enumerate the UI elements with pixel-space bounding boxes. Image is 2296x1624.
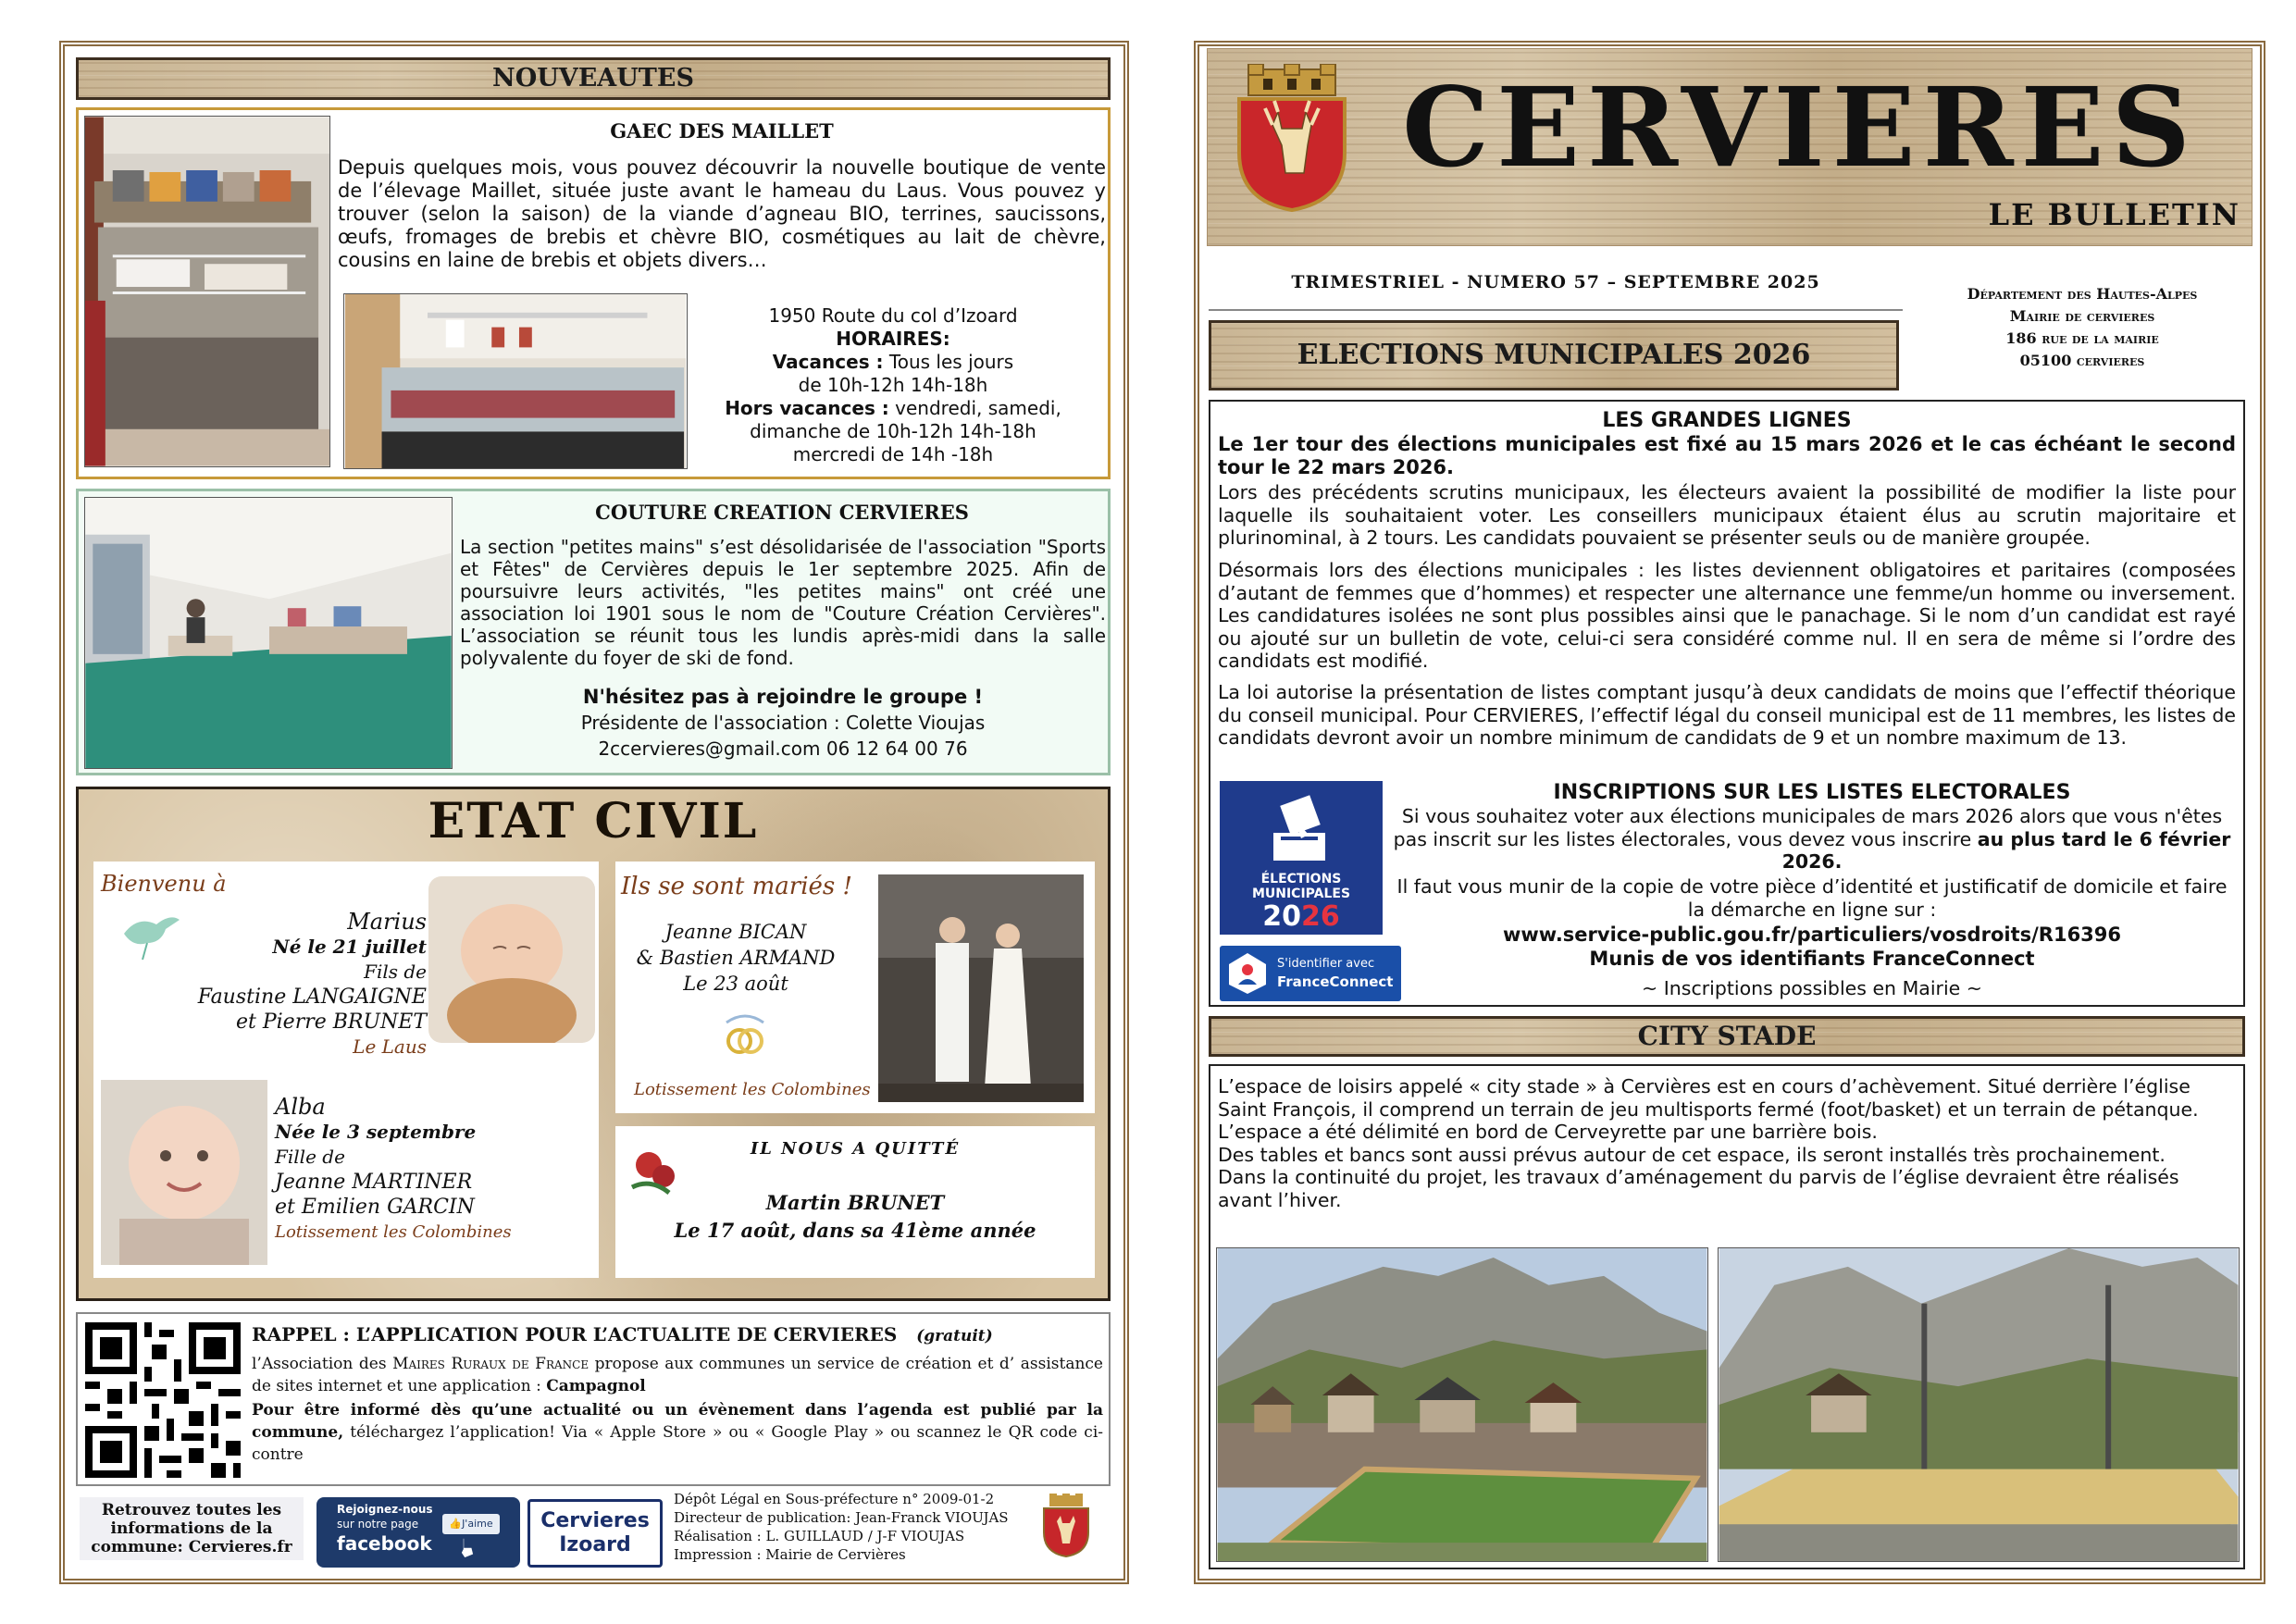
franceconnect-line2: FranceConnect xyxy=(1277,973,1394,990)
couture-room-photo xyxy=(84,497,453,769)
alba-line1: Née le 3 septembre xyxy=(275,1121,477,1143)
city-stade-text xyxy=(1218,1075,2227,1211)
wedding-couple-photo xyxy=(878,874,1084,1102)
inscriptions-p1-text: Si vous souhaitez voter aux élections municipales de mars 2026 alors que vous n'êtes pas inscrit sur les listes électorales, vous devez vous inscrire xyxy=(1393,805,2223,850)
marius-line3: Faustine LANGAIGNE xyxy=(197,986,427,1009)
fb-like-label: J'aime xyxy=(462,1518,493,1530)
maries-line1: Jeanne BICAN xyxy=(664,921,807,943)
rappel-title: RAPPEL : L’APPLICATION POUR L’ACTUALITE DE CERVIERES xyxy=(252,1323,898,1345)
address-line1: Département des Hautes-Alpes xyxy=(1967,285,2198,303)
city-stade-box xyxy=(1209,1064,2245,1569)
gaec-vacances-text: Tous les jours xyxy=(883,351,1014,373)
couture-contact: 2ccervieres@gmail.com 06 12 64 00 76 xyxy=(598,738,968,760)
marius-line4: et Pierre BRUNET xyxy=(235,1010,427,1034)
marius-line1: Né le 21 juillet xyxy=(272,936,427,958)
elections-banner-title: ELECTIONS MUNICIPALES 2026 xyxy=(1297,339,1811,371)
elections-logo-year-a: 20 xyxy=(1262,900,1301,933)
naissances-card xyxy=(93,862,599,1278)
rappel-title-line xyxy=(252,1323,1103,1345)
gaec-vacances-label: Vacances : xyxy=(772,351,884,373)
rappel-amrf: Maires Ruraux de France xyxy=(392,1355,590,1373)
issue-underline xyxy=(1209,309,1903,311)
qr-code-icon xyxy=(85,1321,241,1479)
city-stade-banner xyxy=(1209,1016,2245,1057)
elections-banner xyxy=(1209,320,1899,391)
elections-logo-year xyxy=(1220,901,1383,933)
rappel-line2a: Pour être informé dès qu’une actualité ou un évènement dans l’agenda est publié par la commune, xyxy=(252,1401,1103,1442)
mariage-card xyxy=(615,862,1095,1113)
quitte-title: IL NOUS A QUITTÉ xyxy=(750,1139,961,1159)
gaec-vacances-hours: de 10h-12h 14h-18h xyxy=(798,374,988,396)
franceconnect-icon xyxy=(1225,951,1270,996)
gaec-address: 1950 Route du col d’Izoard xyxy=(768,304,1018,327)
gaec-hors-label: Hors vacances : xyxy=(725,397,889,419)
quitte-name: Martin BRUNET xyxy=(765,1191,945,1214)
gaec-text: Depuis quelques mois, vous pouvez découvrir la nouvelle boutique de vente de l’élevage Maillet, située juste avant le hameau du Laus. Vous pouvez y trouver (selon la saison) de la viande d’agneau BIO, terrines, saucissons, œufs, fromages de brebis et chèvre BIO, cosmétiques au lait de chèvre, cousins en laine de brebis et objets divers… xyxy=(338,156,1106,271)
gaec-hours-block xyxy=(689,304,1097,466)
thumbs-up-icon: 👍 xyxy=(449,1518,463,1530)
address-line2: Mairie de cervieres xyxy=(2009,307,2155,325)
rappel-gratuit: (gratuit) xyxy=(916,1327,993,1345)
nouveautes-banner xyxy=(76,57,1111,100)
alba-line4: et Emilien GARCIN xyxy=(275,1196,475,1219)
couture-cta: N'hésitez pas à rejoindre le groupe ! xyxy=(582,686,984,708)
maries-line3: Le 23 août xyxy=(683,973,788,995)
gaec-title: GAEC DES MAILLET xyxy=(610,119,834,143)
elections-p2: Désormais lors des élections municipales : les listes deviennent obligatoires et paritaires (composées d’autant de femmes que d’hommes) et respecter une alternance une femme/un homme ou inversement. Les candidatures isolées ne sont plus possibles ainsi que le panachage. Si le nom d’un candidat est rayé ou ajouté sur un bulletin de vote, celui-ci sera considéré comme nul. Il en sera de même si l’ordre des candidats est modifié. xyxy=(1218,559,2236,672)
gaec-hors-line2: dimanche de 10h-12h 14h-18h xyxy=(750,420,1036,442)
gaec-horaires-label: HORAIRES: xyxy=(836,328,950,350)
quitte-date: Le 17 août, dans sa 41ème année xyxy=(674,1219,1036,1242)
couture-text: La section "petites mains" s’est désolidarisée de l'association "Sports et Fêtes" de Cervières depuis le 1er septembre 2025. Afin de poursuivre leurs activités, "les petites mains" ont créé une association loi 1901 sous le nom de "Couture Création Cervières". L’association se réunit tous les lundis après-midi dans la salle polyvalente du foyer de ski de fond. xyxy=(460,536,1106,669)
fb-like-badge xyxy=(442,1514,500,1534)
alba-line2: Fille de xyxy=(275,1146,345,1168)
masthead xyxy=(1207,48,2253,246)
elections-p3: La loi autorise la présentation de listes comptant jusqu’à deux candidats de moins que l’effectif théorique du conseil municipal. Pour CERVIERES, l’effectif légal du conseil municipal est de 11 membres, les listes de candidats devront avoir un nombre minimum de candidats de 9 et un nombre maximum de 13. xyxy=(1218,681,2236,749)
directeur-publication: Directeur de publication: Jean-Franck VIOUJAS xyxy=(674,1509,1009,1526)
alba-name: Alba xyxy=(275,1094,326,1120)
fb-line1: Rejoignez-nous xyxy=(337,1503,433,1516)
gaec-counter-photo xyxy=(343,293,688,469)
alba-place: Lotissement les Colombines xyxy=(275,1222,512,1242)
elections-logo-text xyxy=(1220,872,1383,933)
izoard-line2: Izoard xyxy=(559,1533,631,1556)
inscriptions-url-link[interactable]: www.service-public.gou.fr/particuliers/vosdroits/R16396 xyxy=(1502,924,2122,946)
masthead-title: CERVIERES xyxy=(1402,63,2198,192)
maries-line2: & Bastien ARMAND xyxy=(636,947,836,969)
inscriptions-p2: Il faut vous munir de la copie de votre pièce d’identité et justificatif de domicile et faire la démarche en ligne sur : xyxy=(1396,875,2228,921)
rappel-text1 xyxy=(252,1353,1103,1397)
city-stade-photo-2 xyxy=(1718,1247,2240,1562)
cursor-hand-icon xyxy=(455,1536,479,1560)
city-stade-p4: Dans la continuité du projet, les travaux d’aménagement du parvis de l’église devraient être réalisés avant l’hiver. xyxy=(1218,1166,2179,1211)
etat-civil-title: ETAT CIVIL xyxy=(428,793,759,849)
gaec-hors-text: vendredi, samedi, xyxy=(888,397,1061,419)
gaec-shop-photo xyxy=(84,116,330,467)
rappel-campagnol: Campagnol xyxy=(546,1377,646,1395)
wedding-rings-icon xyxy=(717,1010,773,1065)
city-stade-title: CITY STADE xyxy=(1637,1021,1817,1051)
address-block xyxy=(1916,283,2249,372)
alba-block xyxy=(275,1095,599,1245)
inscriptions-mairie: ~ Inscriptions possibles en Mairie ~ xyxy=(1642,977,1982,999)
realisation: Réalisation : L. GUILLAUD / J-F VIOUJAS xyxy=(674,1528,965,1544)
franceconnect-button[interactable] xyxy=(1220,946,1401,1001)
rappel-text2 xyxy=(252,1399,1103,1466)
gaec-vacances-line xyxy=(689,351,1097,374)
alba-baby-photo xyxy=(101,1080,267,1265)
marius-line2: Fils de xyxy=(364,961,427,983)
maries-title: Ils se sont mariés ! xyxy=(621,873,852,900)
cervieres-izoard-logo[interactable] xyxy=(527,1499,663,1568)
nouveautes-title: NOUVEAUTES xyxy=(492,64,694,93)
retrouvez-text: Retrouvez toutes les informations de la commune: Cervieres.fr xyxy=(80,1497,304,1560)
couture-presidente: Présidente de l'association : Colette Vioujas xyxy=(580,712,986,734)
city-stade-photo-1 xyxy=(1216,1247,1708,1562)
couture-title: COUTURE CREATION CERVIERES xyxy=(595,501,969,524)
franceconnect-line1: S'identifier avec xyxy=(1277,957,1375,971)
issue-line: TRIMESTRIEL - NUMERO 57 – SEPTEMBRE 2025 xyxy=(1291,272,1820,292)
elections-subtitle: LES GRANDES LIGNES xyxy=(1602,409,1852,432)
address-line3: 186 rue de la mairie xyxy=(2005,329,2159,347)
masthead-subtitle: LE BULLETIN xyxy=(1988,197,2240,232)
address-line4: 05100 cervieres xyxy=(2019,352,2145,369)
coat-of-arms-icon xyxy=(1232,64,1352,212)
city-stade-p2: L’espace a été délimité en bord de Cerveyrette par une barrière bois. xyxy=(1218,1121,1878,1143)
maries-block xyxy=(625,919,847,997)
inscriptions-franceconnect: Munis de vos identifiants FranceConnect xyxy=(1589,948,2035,970)
marius-place: Le Laus xyxy=(353,1035,427,1058)
izoard-line1: Cervieres xyxy=(540,1509,650,1532)
gaec-hors-line3: mercredi de 14h -18h xyxy=(792,443,994,465)
inscriptions-title: INSCRIPTIONS SUR LES LISTES ELECTORALES xyxy=(1553,781,2071,804)
gaec-hors-line xyxy=(689,397,1097,420)
alba-line3: Jeanne MARTINER xyxy=(275,1171,473,1194)
elections-logo-year-b: 26 xyxy=(1301,900,1340,933)
couture-box xyxy=(76,489,1111,775)
marius-name: Marius xyxy=(347,909,427,935)
elections-lead: Le 1er tour des élections municipales est fixé au 15 mars 2026 et le cas échéant le second tour le 22 mars 2026. xyxy=(1218,433,2236,478)
bienvenu-label: Bienvenu à xyxy=(101,871,227,897)
inscriptions-deadline: au plus tard le 6 février 2026. xyxy=(1781,827,2231,873)
fb-line2: sur notre page xyxy=(337,1518,419,1531)
impression: Impression : Mairie de Cervières xyxy=(674,1546,906,1563)
publication-info xyxy=(674,1490,1025,1564)
fb-line3: facebook xyxy=(337,1532,432,1555)
gaec-box xyxy=(76,107,1111,479)
depot-legal: Dépôt Légal en Sous-préfecture n° 2009-01-2 xyxy=(674,1491,995,1507)
deces-card xyxy=(615,1126,1095,1278)
etat-civil-box xyxy=(76,787,1111,1301)
rappel-line1a: l’Association des xyxy=(252,1355,393,1373)
rappel-box xyxy=(76,1312,1111,1486)
city-stade-p1: L’espace de loisirs appelé « city stade » à Cervières est en cours d’achèvement. Situé derrière l’église Saint François, il comprend un terrain de jeu multisports fermé (foot/basket) et un terrain de pétanque. xyxy=(1218,1075,2199,1121)
elections-logo-line1: ÉLECTIONS xyxy=(1260,872,1342,886)
inscriptions-p1 xyxy=(1386,805,2238,874)
rappel-line1c: propose aux communes un service de création et d’ assistance de sites internet et une application : xyxy=(252,1355,1103,1395)
elections-box xyxy=(1209,400,2245,1007)
coat-of-arms-small-icon xyxy=(1040,1494,1092,1558)
maries-place: Lotissement les Colombines xyxy=(634,1080,871,1099)
elections-logo-line2: MUNICIPALES xyxy=(1251,886,1351,901)
rappel-line2b: téléchargez l’application! Via « Apple Store » ou « Google Play » ou scannez le QR code ci-contre xyxy=(252,1423,1103,1464)
elections-p1: Lors des précédents scrutins municipaux, les électeurs avaient la possibilité de modifier la liste pour laquelle ils souhaitaient voter. Les conseillers municipaux étaient élus au scrutin majoritaire et plurinominal, à 2 tours. Les candidats pouvaient se présenter seuls ou de manière groupée. xyxy=(1218,481,2236,549)
marius-block xyxy=(130,910,427,1060)
city-stade-p3: Des tables et bancs sont aussi prévus autour de cet espace, ils seront installés très prochainement. xyxy=(1218,1143,2166,1166)
marius-baby-photo xyxy=(428,876,595,1043)
facebook-button[interactable] xyxy=(316,1497,520,1568)
